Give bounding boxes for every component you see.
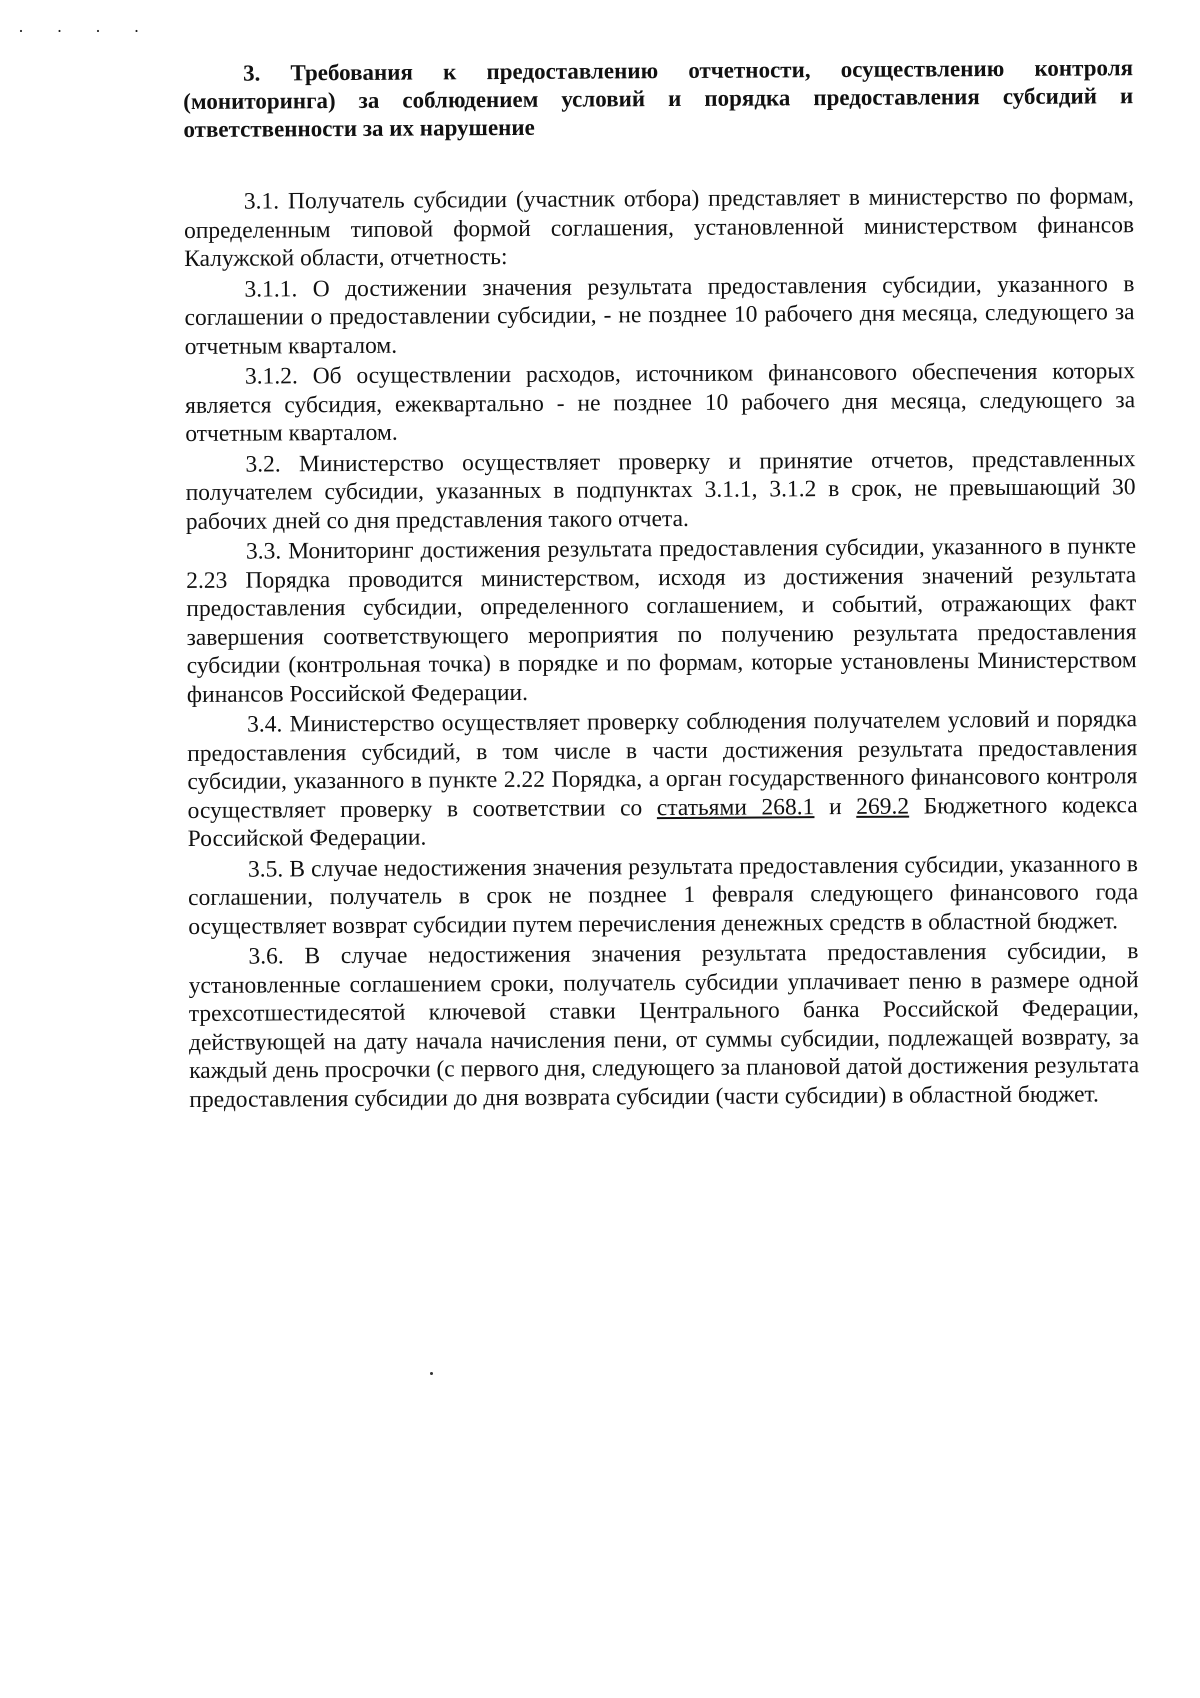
document-body	[183, 54, 1139, 1116]
scan-artifact-marks: · · · ·	[18, 21, 154, 41]
paragraph-3-1-2: 3.1.2. Об осуществлении расходов, источником финансового обеспечения которых является субсидия, ежеквартально - не позднее 10 рабочего дня месяца, следующего за отчетным кварталом.	[185, 358, 1136, 447]
paragraph-3-2: 3.2. Министерство осуществляет проверку и принятие отчетов, представленных получателем субсидии, указанных в подпунктах 3.1.1, 3.1.2 в срок, не превышающий 30 рабочих дней со дня представления такого отчета.	[185, 445, 1136, 535]
paragraph-3-1-1: 3.1.1. О достижении значения результата предоставления субсидии, указанного в соглашении о предоставлении субсидии, - не позднее 10 рабочего дня месяца, следующего за отчетным кварталом.	[184, 270, 1135, 360]
paragraph-3-4	[187, 705, 1138, 853]
link-article-268-1[interactable]: статьями 268.1	[656, 793, 815, 821]
paragraph-3-1: 3.1. Получатель субсидии (участник отбора) представляет в министерство по формам, определенным типовой формой соглашения, установленной министерством финансов Калужской области, отчетность:	[183, 183, 1135, 272]
scan-speck	[430, 1372, 433, 1375]
paragraph-3-3: 3.3. Мониторинг достижения результата предоставления субсидии, указанного в пункте 2.23 Порядка проводится министерством, исходя из достижения значений результата предоставления субсидии, определенного соглашением, и событий, отражающих факт завершения соответствующего мероприятия по получению результата предоставления субсидии (контрольная точка) в порядке и по формам, которые установлены Министерством финансов Российской Федерации.	[186, 533, 1137, 708]
paragraph-3-4-text-end: Бюджетного кодекса Российской Федерации.	[187, 791, 1138, 852]
paragraph-3-4-conjunction: и	[814, 793, 857, 820]
paragraph-3-6: 3.6. В случае недостижения значения результата предоставления субсидии, в установленные соглашением сроки, получатель субсидии уплачивает пеню в размере одной трехсотшестидесятой ключевой ставки Центрального банка Российской Федерации, действующей на дату начала начисления пени, от суммы субсидии, подлежащей возврату, за каждый день просрочки (с первого дня, следующего за плановой датой достижения результата предоставления субсидии до дня возврата субсидии (части субсидии) в областной бюджет.	[188, 938, 1140, 1113]
paragraph-3-5: 3.5. В случае недостижения значения результата предоставления субсидии, указанного в соглашении, получатель в срок не позднее 1 февраля следующего финансового года осуществляет возврат субсидии путем перечисления денежных средств в областной бюджет.	[188, 850, 1139, 940]
paragraph-3-4-text-start: 3.4. Министерство осуществляет проверку соблюдения получателем условий и порядка предоставления субсидий, в том числе в части достижения результата предоставления субсидии, указанного в пункте 2.22 Порядка, а орган государственного финансового контроля осуществляет проверку в соответствии со	[187, 706, 1138, 824]
section-heading: 3. Требования к предоставлению отчетности, осуществлению контроля (мониторинга) за соблюдением условий и порядка предоставления субсидий и ответственности за их нарушение	[183, 55, 1134, 142]
link-article-269-2[interactable]: 269.2	[856, 793, 910, 820]
